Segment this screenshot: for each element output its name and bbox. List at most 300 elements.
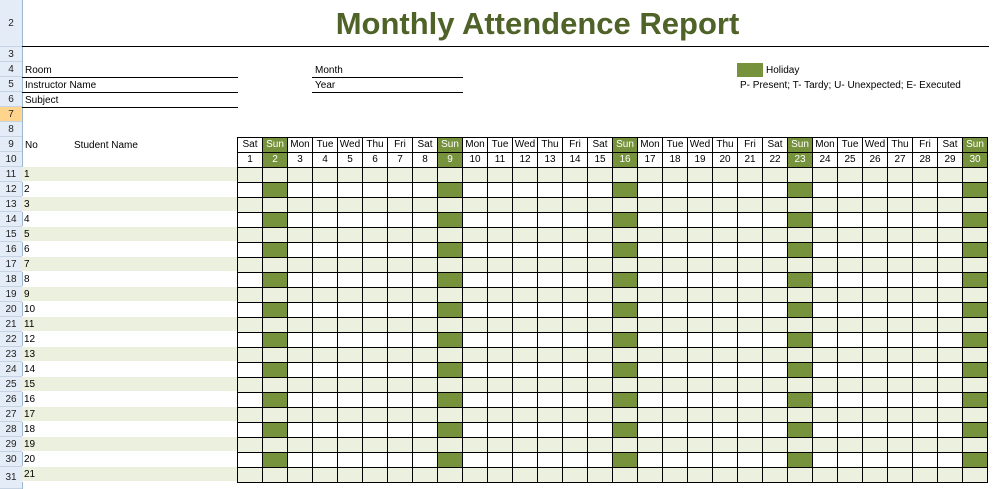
row-header-3[interactable]: 3 [0, 47, 22, 62]
attendance-cell[interactable] [662, 197, 688, 213]
row-header-4[interactable]: 4 [0, 62, 22, 77]
attendance-cell[interactable] [687, 362, 713, 378]
attendance-cell[interactable] [937, 167, 963, 183]
attendance-cell[interactable] [662, 167, 688, 183]
attendance-cell[interactable] [337, 212, 363, 228]
attendance-cell[interactable] [762, 302, 788, 318]
attendance-cell[interactable] [787, 227, 813, 243]
attendance-cell[interactable] [512, 287, 538, 303]
attendance-cell[interactable] [512, 467, 538, 483]
attendance-cell[interactable] [762, 467, 788, 483]
row-header-27[interactable]: 27 [0, 407, 22, 422]
attendance-cell[interactable] [812, 212, 838, 228]
attendance-cell[interactable] [562, 407, 588, 423]
attendance-cell[interactable] [437, 347, 463, 363]
attendance-cell[interactable] [662, 407, 688, 423]
student-row-4[interactable]: 4 [22, 212, 237, 227]
attendance-cell[interactable] [912, 197, 938, 213]
attendance-cell[interactable] [737, 377, 763, 393]
attendance-cell[interactable] [362, 347, 388, 363]
attendance-cell[interactable] [362, 317, 388, 333]
attendance-cell[interactable] [237, 197, 263, 213]
attendance-cell[interactable] [737, 452, 763, 468]
attendance-cell[interactable] [937, 437, 963, 453]
attendance-cell[interactable] [437, 197, 463, 213]
attendance-cell[interactable] [587, 167, 613, 183]
attendance-cell[interactable] [362, 212, 388, 228]
attendance-cell[interactable] [312, 197, 338, 213]
attendance-cell[interactable] [687, 257, 713, 273]
attendance-cell[interactable] [962, 347, 988, 363]
attendance-cell[interactable] [562, 197, 588, 213]
attendance-cell[interactable] [962, 212, 988, 228]
attendance-cell[interactable] [337, 332, 363, 348]
attendance-cell[interactable] [262, 332, 288, 348]
attendance-cell[interactable] [562, 362, 588, 378]
attendance-cell[interactable] [712, 422, 738, 438]
student-row-18[interactable]: 18 [22, 422, 237, 437]
attendance-cell[interactable] [412, 422, 438, 438]
attendance-cell[interactable] [737, 272, 763, 288]
attendance-cell[interactable] [462, 347, 488, 363]
attendance-cell[interactable] [637, 422, 663, 438]
attendance-cell[interactable] [912, 362, 938, 378]
attendance-cell[interactable] [787, 302, 813, 318]
attendance-cell[interactable] [337, 167, 363, 183]
attendance-cell[interactable] [412, 242, 438, 258]
attendance-cell[interactable] [562, 227, 588, 243]
attendance-cell[interactable] [412, 332, 438, 348]
attendance-cell[interactable] [762, 332, 788, 348]
attendance-cell[interactable] [587, 452, 613, 468]
attendance-cell[interactable] [337, 362, 363, 378]
attendance-cell[interactable] [237, 422, 263, 438]
attendance-cell[interactable] [387, 392, 413, 408]
student-row-1[interactable]: 1 [22, 167, 237, 182]
attendance-cell[interactable] [337, 272, 363, 288]
attendance-cell[interactable] [637, 242, 663, 258]
student-row-5[interactable]: 5 [22, 227, 237, 242]
attendance-cell[interactable] [487, 167, 513, 183]
attendance-cell[interactable] [587, 392, 613, 408]
attendance-cell[interactable] [287, 317, 313, 333]
attendance-cell[interactable] [487, 392, 513, 408]
attendance-cell[interactable] [612, 287, 638, 303]
attendance-cell[interactable] [437, 452, 463, 468]
attendance-cell[interactable] [937, 287, 963, 303]
attendance-cell[interactable] [837, 197, 863, 213]
attendance-cell[interactable] [912, 182, 938, 198]
row-header-16[interactable]: 16 [0, 242, 22, 257]
attendance-cell[interactable] [412, 347, 438, 363]
attendance-cell[interactable] [462, 197, 488, 213]
attendance-cell[interactable] [862, 272, 888, 288]
attendance-cell[interactable] [737, 287, 763, 303]
attendance-cell[interactable] [962, 227, 988, 243]
attendance-cell[interactable] [937, 302, 963, 318]
attendance-cell[interactable] [387, 167, 413, 183]
attendance-cell[interactable] [237, 377, 263, 393]
attendance-cell[interactable] [712, 437, 738, 453]
attendance-cell[interactable] [537, 347, 563, 363]
attendance-cell[interactable] [687, 407, 713, 423]
attendance-cell[interactable] [787, 167, 813, 183]
attendance-cell[interactable] [937, 182, 963, 198]
attendance-cell[interactable] [262, 392, 288, 408]
attendance-cell[interactable] [962, 452, 988, 468]
attendance-cell[interactable] [762, 407, 788, 423]
attendance-cell[interactable] [487, 212, 513, 228]
attendance-cell[interactable] [787, 362, 813, 378]
attendance-cell[interactable] [437, 332, 463, 348]
attendance-cell[interactable] [537, 272, 563, 288]
attendance-cell[interactable] [412, 302, 438, 318]
attendance-cell[interactable] [937, 242, 963, 258]
attendance-cell[interactable] [412, 212, 438, 228]
attendance-cell[interactable] [462, 272, 488, 288]
attendance-cell[interactable] [887, 242, 913, 258]
attendance-cell[interactable] [887, 467, 913, 483]
attendance-cell[interactable] [962, 257, 988, 273]
attendance-cell[interactable] [237, 302, 263, 318]
attendance-cell[interactable] [662, 182, 688, 198]
instructor-field[interactable] [22, 92, 238, 93]
attendance-cell[interactable] [912, 377, 938, 393]
attendance-cell[interactable] [737, 167, 763, 183]
attendance-cell[interactable] [812, 317, 838, 333]
attendance-cell[interactable] [612, 452, 638, 468]
attendance-cell[interactable] [637, 212, 663, 228]
attendance-cell[interactable] [237, 182, 263, 198]
attendance-cell[interactable] [937, 347, 963, 363]
attendance-cell[interactable] [637, 257, 663, 273]
attendance-cell[interactable] [962, 437, 988, 453]
attendance-cell[interactable] [287, 422, 313, 438]
attendance-cell[interactable] [262, 317, 288, 333]
attendance-cell[interactable] [837, 227, 863, 243]
attendance-cell[interactable] [787, 287, 813, 303]
attendance-cell[interactable] [812, 272, 838, 288]
attendance-cell[interactable] [762, 257, 788, 273]
attendance-cell[interactable] [412, 182, 438, 198]
attendance-cell[interactable] [387, 212, 413, 228]
attendance-cell[interactable] [862, 197, 888, 213]
attendance-cell[interactable] [662, 212, 688, 228]
attendance-cell[interactable] [687, 437, 713, 453]
row-header-24[interactable]: 24 [0, 362, 22, 377]
attendance-cell[interactable] [562, 287, 588, 303]
attendance-cell[interactable] [437, 422, 463, 438]
attendance-cell[interactable] [637, 302, 663, 318]
attendance-cell[interactable] [262, 437, 288, 453]
attendance-cell[interactable] [787, 212, 813, 228]
attendance-cell[interactable] [262, 167, 288, 183]
student-row-12[interactable]: 12 [22, 332, 237, 347]
attendance-cell[interactable] [462, 362, 488, 378]
attendance-cell[interactable] [587, 212, 613, 228]
row-header-2[interactable]: 2 [0, 0, 22, 47]
attendance-cell[interactable] [237, 257, 263, 273]
attendance-cell[interactable] [812, 227, 838, 243]
attendance-cell[interactable] [662, 302, 688, 318]
attendance-cell[interactable] [687, 467, 713, 483]
attendance-cell[interactable] [862, 317, 888, 333]
attendance-cell[interactable] [487, 242, 513, 258]
attendance-cell[interactable] [662, 332, 688, 348]
attendance-cell[interactable] [962, 197, 988, 213]
attendance-cell[interactable] [362, 467, 388, 483]
attendance-cell[interactable] [862, 242, 888, 258]
student-row-21[interactable]: 21 [22, 467, 237, 482]
attendance-cell[interactable] [437, 407, 463, 423]
attendance-cell[interactable] [237, 452, 263, 468]
attendance-cell[interactable] [862, 362, 888, 378]
attendance-cell[interactable] [387, 302, 413, 318]
attendance-cell[interactable] [537, 197, 563, 213]
attendance-cell[interactable] [887, 317, 913, 333]
attendance-cell[interactable] [537, 302, 563, 318]
attendance-cell[interactable] [637, 287, 663, 303]
attendance-cell[interactable] [587, 197, 613, 213]
attendance-cell[interactable] [587, 302, 613, 318]
attendance-cell[interactable] [837, 407, 863, 423]
attendance-cell[interactable] [787, 332, 813, 348]
row-header-6[interactable]: 6 [0, 92, 22, 107]
attendance-cell[interactable] [587, 467, 613, 483]
attendance-cell[interactable] [887, 422, 913, 438]
attendance-cell[interactable] [462, 422, 488, 438]
attendance-cell[interactable] [712, 167, 738, 183]
attendance-cell[interactable] [662, 452, 688, 468]
attendance-cell[interactable] [437, 182, 463, 198]
attendance-cell[interactable] [787, 422, 813, 438]
attendance-cell[interactable] [887, 347, 913, 363]
attendance-cell[interactable] [712, 182, 738, 198]
attendance-cell[interactable] [662, 272, 688, 288]
attendance-cell[interactable] [687, 272, 713, 288]
attendance-cell[interactable] [537, 182, 563, 198]
attendance-cell[interactable] [812, 377, 838, 393]
attendance-cell[interactable] [387, 347, 413, 363]
attendance-cell[interactable] [362, 257, 388, 273]
attendance-cell[interactable] [662, 362, 688, 378]
attendance-cell[interactable] [437, 242, 463, 258]
attendance-cell[interactable] [262, 227, 288, 243]
attendance-cell[interactable] [362, 407, 388, 423]
attendance-cell[interactable] [787, 182, 813, 198]
year-field[interactable] [312, 92, 463, 93]
attendance-cell[interactable] [287, 302, 313, 318]
attendance-cell[interactable] [912, 467, 938, 483]
attendance-cell[interactable] [762, 287, 788, 303]
attendance-cell[interactable] [837, 257, 863, 273]
attendance-cell[interactable] [337, 317, 363, 333]
attendance-cell[interactable] [812, 197, 838, 213]
attendance-cell[interactable] [887, 362, 913, 378]
attendance-cell[interactable] [887, 227, 913, 243]
attendance-cell[interactable] [787, 347, 813, 363]
attendance-cell[interactable] [787, 242, 813, 258]
attendance-cell[interactable] [612, 362, 638, 378]
attendance-cell[interactable] [412, 272, 438, 288]
attendance-cell[interactable] [487, 377, 513, 393]
attendance-cell[interactable] [437, 437, 463, 453]
attendance-cell[interactable] [312, 182, 338, 198]
attendance-cell[interactable] [812, 437, 838, 453]
attendance-cell[interactable] [462, 452, 488, 468]
attendance-cell[interactable] [637, 347, 663, 363]
attendance-cell[interactable] [562, 377, 588, 393]
attendance-cell[interactable] [487, 452, 513, 468]
student-row-3[interactable]: 3 [22, 197, 237, 212]
attendance-cell[interactable] [912, 272, 938, 288]
attendance-cell[interactable] [737, 242, 763, 258]
attendance-cell[interactable] [862, 227, 888, 243]
attendance-cell[interactable] [962, 332, 988, 348]
attendance-cell[interactable] [762, 422, 788, 438]
row-header-17[interactable]: 17 [0, 257, 22, 272]
attendance-cell[interactable] [437, 287, 463, 303]
attendance-cell[interactable] [512, 452, 538, 468]
attendance-cell[interactable] [287, 362, 313, 378]
attendance-cell[interactable] [812, 452, 838, 468]
attendance-cell[interactable] [662, 257, 688, 273]
attendance-cell[interactable] [862, 392, 888, 408]
attendance-cell[interactable] [487, 182, 513, 198]
attendance-cell[interactable] [412, 317, 438, 333]
attendance-cell[interactable] [712, 332, 738, 348]
attendance-cell[interactable] [537, 332, 563, 348]
attendance-cell[interactable] [287, 407, 313, 423]
attendance-cell[interactable] [487, 272, 513, 288]
attendance-cell[interactable] [737, 212, 763, 228]
attendance-cell[interactable] [537, 467, 563, 483]
attendance-cell[interactable] [712, 302, 738, 318]
attendance-cell[interactable] [537, 212, 563, 228]
attendance-cell[interactable] [237, 332, 263, 348]
attendance-cell[interactable] [887, 302, 913, 318]
attendance-cell[interactable] [262, 467, 288, 483]
attendance-cell[interactable] [287, 197, 313, 213]
attendance-cell[interactable] [662, 347, 688, 363]
attendance-cell[interactable] [512, 212, 538, 228]
attendance-cell[interactable] [262, 422, 288, 438]
attendance-cell[interactable] [937, 317, 963, 333]
attendance-cell[interactable] [937, 392, 963, 408]
attendance-cell[interactable] [662, 242, 688, 258]
attendance-cell[interactable] [712, 317, 738, 333]
attendance-cell[interactable] [337, 257, 363, 273]
attendance-cell[interactable] [912, 407, 938, 423]
attendance-cell[interactable] [937, 377, 963, 393]
attendance-cell[interactable] [237, 242, 263, 258]
attendance-cell[interactable] [287, 452, 313, 468]
attendance-cell[interactable] [562, 182, 588, 198]
attendance-cell[interactable] [612, 227, 638, 243]
attendance-cell[interactable] [887, 407, 913, 423]
student-row-13[interactable]: 13 [22, 347, 237, 362]
attendance-cell[interactable] [537, 167, 563, 183]
row-header-7[interactable]: 7 [0, 107, 22, 122]
row-header-14[interactable]: 14 [0, 212, 22, 227]
attendance-cell[interactable] [762, 452, 788, 468]
attendance-cell[interactable] [912, 227, 938, 243]
attendance-cell[interactable] [737, 257, 763, 273]
attendance-cell[interactable] [837, 287, 863, 303]
attendance-cell[interactable] [462, 377, 488, 393]
attendance-cell[interactable] [262, 197, 288, 213]
attendance-cell[interactable] [637, 272, 663, 288]
attendance-cell[interactable] [887, 452, 913, 468]
attendance-cell[interactable] [812, 362, 838, 378]
attendance-cell[interactable] [637, 182, 663, 198]
attendance-cell[interactable] [712, 212, 738, 228]
attendance-cell[interactable] [387, 332, 413, 348]
attendance-cell[interactable] [287, 332, 313, 348]
attendance-cell[interactable] [237, 467, 263, 483]
attendance-cell[interactable] [812, 287, 838, 303]
attendance-cell[interactable] [512, 182, 538, 198]
attendance-cell[interactable] [612, 347, 638, 363]
row-header-5[interactable]: 5 [0, 77, 22, 92]
attendance-cell[interactable] [562, 347, 588, 363]
attendance-cell[interactable] [362, 287, 388, 303]
attendance-cell[interactable] [337, 347, 363, 363]
attendance-cell[interactable] [762, 362, 788, 378]
attendance-cell[interactable] [962, 302, 988, 318]
attendance-cell[interactable] [612, 467, 638, 483]
attendance-cell[interactable] [587, 422, 613, 438]
attendance-cell[interactable] [712, 227, 738, 243]
attendance-cell[interactable] [737, 347, 763, 363]
attendance-cell[interactable] [887, 182, 913, 198]
attendance-cell[interactable] [962, 182, 988, 198]
attendance-cell[interactable] [712, 242, 738, 258]
student-row-8[interactable]: 8 [22, 272, 237, 287]
attendance-cell[interactable] [437, 167, 463, 183]
attendance-cell[interactable] [287, 377, 313, 393]
attendance-cell[interactable] [262, 302, 288, 318]
attendance-cell[interactable] [937, 467, 963, 483]
attendance-cell[interactable] [787, 317, 813, 333]
row-header-8[interactable]: 8 [0, 122, 22, 137]
attendance-cell[interactable] [412, 362, 438, 378]
attendance-cell[interactable] [687, 452, 713, 468]
row-header-11[interactable]: 11 [0, 167, 22, 182]
attendance-cell[interactable] [487, 197, 513, 213]
attendance-cell[interactable] [812, 332, 838, 348]
attendance-cell[interactable] [787, 407, 813, 423]
attendance-cell[interactable] [937, 362, 963, 378]
attendance-cell[interactable] [362, 377, 388, 393]
attendance-cell[interactable] [887, 287, 913, 303]
student-row-16[interactable]: 16 [22, 392, 237, 407]
attendance-cell[interactable] [537, 362, 563, 378]
attendance-cell[interactable] [437, 257, 463, 273]
attendance-cell[interactable] [762, 227, 788, 243]
row-header-31[interactable]: 31 [0, 467, 22, 489]
attendance-cell[interactable] [562, 317, 588, 333]
attendance-cell[interactable] [287, 182, 313, 198]
attendance-cell[interactable] [262, 242, 288, 258]
attendance-cell[interactable] [687, 197, 713, 213]
attendance-cell[interactable] [312, 452, 338, 468]
attendance-cell[interactable] [762, 212, 788, 228]
attendance-cell[interactable] [862, 467, 888, 483]
attendance-cell[interactable] [387, 197, 413, 213]
attendance-cell[interactable] [962, 377, 988, 393]
attendance-cell[interactable] [537, 422, 563, 438]
